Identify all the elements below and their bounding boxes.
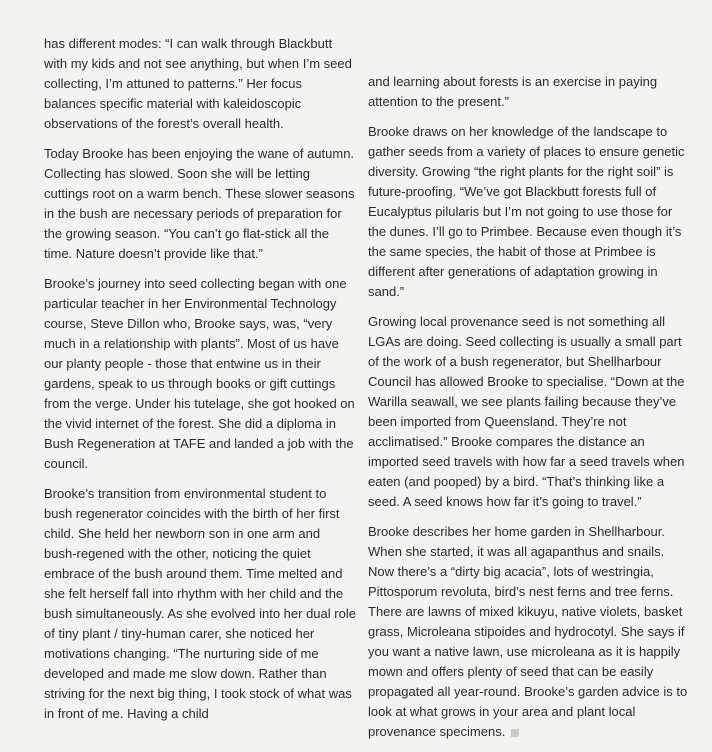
right-column (368, 72, 690, 752)
paragraph: and learning about forests is an exercise in paying attention to the present.” (368, 74, 658, 109)
paragraph: Brooke’s transition from environmental student to bush regenerator coincides with the birth of her first child. She held her newborn son in one arm and bush-regened with the other, noticing the quiet embrace of the bush around them. Time melted and she felt herself fall into rhythm with her child and the bush simultaneously. As she evolved into her dual role of tiny plant / tiny-human carer, she noticed her motivations changing. “The nurturing side of me developed and made me slow down. Rather than striving for the next big thing, I took stock of what was in front of me. Having a child (44, 486, 356, 721)
left-column (44, 34, 356, 734)
end-mark-icon (511, 729, 519, 737)
paragraph-text: Brooke describes her home garden in Shellharbour. When she started, it was all agapanthus and snails. Now there’s a “dirty big acacia”, lots of westringia, Pittosporum revoluta, bird’s nest ferns and tree ferns. There are lawns of mixed kikuyu, native violets, basket grass, Microleana stipoides and hydrocotyl. She says if you want a native lawn, use microleana as it is happily mown and offers plenty of seed that can be easily propagated all year-round. Brooke’s garden advice is to look at what grows in your area and plant local provenance specimens. (368, 524, 688, 739)
paragraph: Brooke’s journey into seed collecting began with one particular teacher in her Environmental Technology course, Steve Dillon who, Brooke says, was, “very much in a relationship with plants”. Most of us have our planty people - those that entwine us in their gardens, speak to us through books or gift cuttings from the verge. Under his tutelage, she got hooked on the vivid internet of the forest. She did a diploma in Bush Regeneration at TAFE and landed a job with the council. (44, 276, 355, 471)
last-paragraph (368, 522, 690, 742)
paragraph: has different modes: “I can walk through Blackbutt with my kids and not see anything, but when I’m seed collecting, I’m attuned to patterns.” Her focus balances specific material with kaleidoscopic observations of the forest’s overall health. (44, 36, 352, 131)
paragraph: Growing local provenance seed is not something all LGAs are doing. Seed collecting is usually a small part of the work of a bush regenerator, but Shellharbour Council has allowed Brooke to specialise. “Down at the Warilla seawall, we see plants failing because they’ve been imported from Queensland. They’re not acclimatised.” Brooke compares the distance an imported seed travels with how far a seed travels when eaten (and pooped) by a bird. “That’s thinking like a seed. A seed knows how far it’s going to travel.” (368, 314, 685, 509)
paragraph: Today Brooke has been enjoying the wane of autumn. Collecting has slowed. Soon she will be letting cuttings root on a warm bench. These slower seasons in the bush are necessary periods of preparation for the growing season. “You can’t go flat-stick all the time. Nature doesn’t provide like that.” (44, 146, 355, 261)
paragraph: Brooke draws on her knowledge of the landscape to gather seeds from a variety of places to ensure genetic diversity. Growing “the right plants for the right soil” is future-proofing. “We’ve got Blackbutt forests full of Eucalyptus pilularis but I’m not going to use those for the dunes. I’ll go to Primbee. Because even though it’s the same species, the habit of those at Primbee is different after generations of adaptation growing in sand.” (368, 124, 685, 299)
